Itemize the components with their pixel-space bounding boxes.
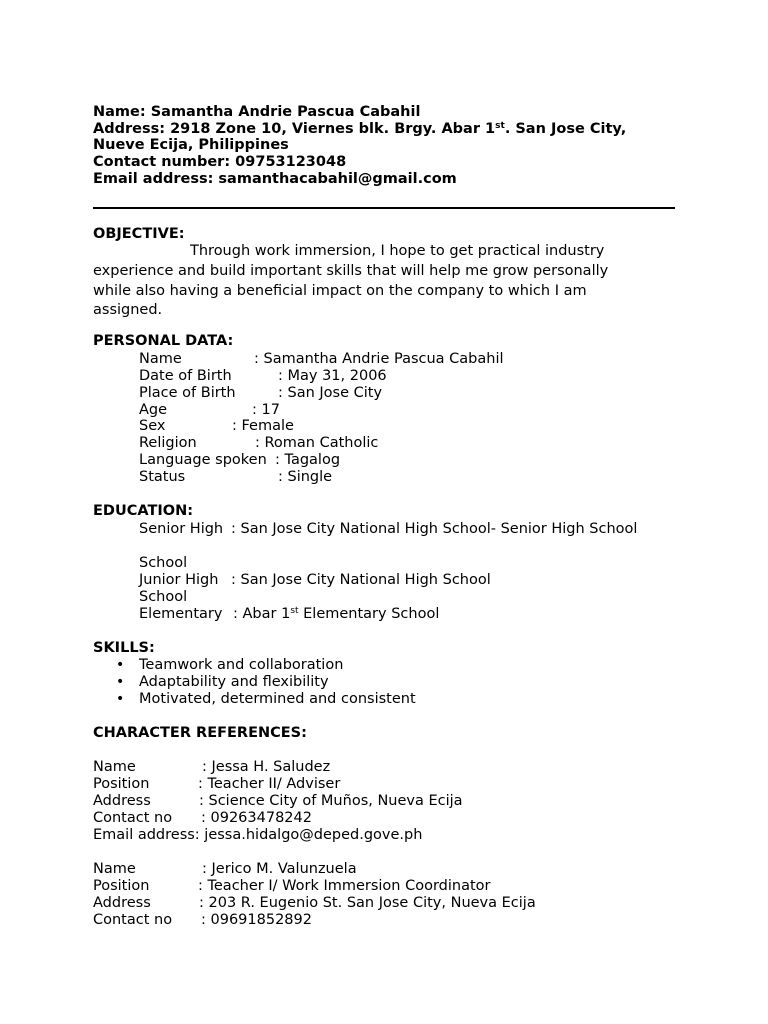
personal-dob-value: : May 31, 2006 [278,368,387,384]
skill-item: Teamwork and collaboration [139,657,344,673]
ref2-position-label: Position [93,878,150,894]
personal-dob-label: Date of Birth [139,368,232,384]
header-address-suffix: st [495,121,505,131]
education-elementary-value-rest: Elementary School [298,606,440,622]
education-elementary-value-main: : Abar 1 [233,606,291,622]
ref2-address-label: Address [93,895,151,911]
bullet-icon: • [116,657,125,673]
personal-age-value: : 17 [252,402,280,418]
bullet-icon: • [116,691,125,707]
personal-religion-value: : Roman Catholic [255,435,379,451]
personal-age-label: Age [139,402,168,418]
personal-name-label: Name [139,351,182,367]
header-address-main: Address: 2918 Zone 10, Viernes blk. Brgy. Abar 1 [93,121,496,137]
education-elementary-label: Elementary [139,606,223,622]
objective-heading: OBJECTIVE: [93,226,185,242]
header-divider [93,207,675,209]
personal-pob-value: : San Jose City [278,385,383,401]
personal-status-value: : Single [278,469,333,485]
personal-language-label: Language spoken [139,452,267,468]
ref1-email: Email address: jessa.hidalgo@deped.gove.ph [93,827,423,843]
objective-line-2: experience and build important skills that will help me grow personally [93,263,609,279]
header-contact: Contact number: 09753123048 [93,154,347,170]
personal-heading: PERSONAL DATA: [93,333,234,349]
education-senior-wrap: School [139,555,188,571]
ref2-address-value: : 203 R. Eugenio St. San Jose City, Nueva Ecija [199,895,536,911]
skills-heading: SKILLS: [93,640,155,656]
education-junior-wrap: School [139,589,188,605]
ref2-name-value: : Jerico M. Valunzuela [202,861,357,877]
education-junior-label: Junior High [139,572,219,588]
personal-pob-label: Place of Birth [139,385,236,401]
ref1-contact-value: : 09263478242 [201,810,312,826]
skill-item: Adaptability and flexibility [139,674,329,690]
education-senior-label: Senior High [139,521,224,537]
header-name: Name: Samantha Andrie Pascua Cabahil [93,104,421,120]
ref1-contact-label: Contact no [93,810,173,826]
objective-line-4: assigned. [93,302,163,318]
ref1-name-value: : Jessa H. Saludez [202,759,331,775]
ref2-position-value: : Teacher I/ Work Immersion Coordinator [198,878,491,894]
ref1-address-label: Address [93,793,151,809]
ref2-contact-value: : 09691852892 [201,912,312,928]
education-heading: EDUCATION: [93,503,193,519]
education-junior-value: : San Jose City National High School [231,572,491,588]
header-email: Email address: samanthacabahil@gmail.com [93,171,457,187]
objective-line-3: while also having a beneficial impact on the company to which I am [93,283,587,299]
personal-language-value: : Tagalog [275,452,341,468]
personal-status-label: Status [139,469,186,485]
ref2-contact-label: Contact no [93,912,173,928]
personal-name-value: : Samantha Andrie Pascua Cabahil [254,351,504,367]
ref1-position-value: : Teacher II/ Adviser [198,776,341,792]
personal-religion-label: Religion [139,435,197,451]
personal-sex-value: : Female [232,418,294,434]
education-elementary-value [233,606,439,623]
header-address-line2: Nueve Ecija, Philippines [93,137,289,153]
education-senior-value: : San Jose City National High School- Senior High School [231,521,638,537]
education-elementary-suffix: st [290,606,299,616]
header-address [93,121,626,138]
skill-item: Motivated, determined and consistent [139,691,416,707]
bullet-icon: • [116,674,125,690]
references-heading: CHARACTER REFERENCES: [93,725,307,741]
ref1-position-label: Position [93,776,150,792]
objective-line-1: Through work immersion, I hope to get practical industry [190,243,605,259]
ref2-name-label: Name [93,861,136,877]
personal-sex-label: Sex [139,418,166,434]
header-address-city: . San Jose City, [504,121,627,137]
ref1-address-value: : Science City of Muños, Nueva Ecija [199,793,463,809]
ref1-name-label: Name [93,759,136,775]
